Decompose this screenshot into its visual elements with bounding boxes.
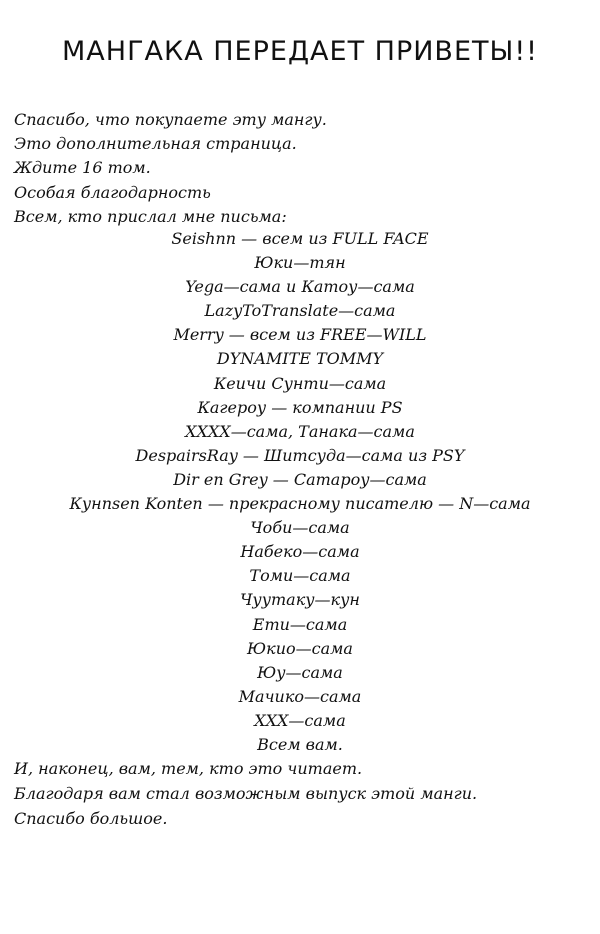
thanks-line: Yega—сама и Катоу—сама [185, 277, 415, 297]
page-title: МАНГАКА ПЕРЕДАЕТ ПРИВЕТЫ!! [62, 36, 538, 67]
thanks-line: Юки—тян [254, 253, 346, 273]
intro-line: Всем, кто прислал мне письма: [14, 206, 287, 226]
outro-line: Спасибо большое. [14, 809, 168, 828]
thanks-line: Ети—сама [252, 614, 348, 634]
intro-line: Ждите 16 том. [14, 158, 151, 178]
thanks-line: XXXX—сама, Танака—сама [185, 421, 415, 441]
intro-block [14, 108, 594, 229]
thanks-line: Merry — всем из FREE—WILL [173, 325, 427, 345]
intro-line: Особая благодарность [14, 182, 211, 202]
thanks-line: Юу—сама [257, 662, 343, 682]
thanks-line: Чоби—сама [250, 518, 350, 538]
thanks-line: Seishnn — всем из FULL FACE [171, 229, 429, 248]
thanks-line: XXX—сама [254, 710, 346, 730]
intro-line: Это дополнительная страница. [14, 134, 297, 154]
thanks-line: Чуутаку—кун [240, 590, 360, 610]
outro-line: И, наконец, вам, тем, кто это читает. [14, 759, 363, 778]
thanks-line: Dir en Grey — Сатароу—сама [173, 469, 427, 489]
thanks-line: Набеко—сама [240, 542, 360, 562]
outro-block [14, 756, 598, 831]
thanks-line: Мачико—сама [238, 686, 362, 706]
intro-line: Спасибо, что покупаете эту мангу. [14, 110, 327, 129]
thanks-line: LazyToTranslate—сама [204, 301, 396, 321]
thanks-line: Юкио—сама [247, 638, 353, 658]
thanks-line: DYNAMITE TOMMY [216, 349, 384, 369]
thanks-line: Всем вам. [257, 734, 343, 754]
thanks-list [0, 227, 600, 757]
thanks-line: DespairsRay — Шитсуда—сама из PSY [135, 445, 465, 465]
outro-line: Благодаря вам стал возможным выпуск этой манги. [14, 784, 478, 803]
thanks-line: Кагероу — компании PS [197, 397, 403, 417]
thanks-line: Томи—сама [249, 566, 351, 586]
thanks-line: Кунnsen Konten — прекрасному писателю — N—сама [69, 494, 531, 514]
thanks-line: Кеичи Сунти—сама [213, 373, 387, 393]
